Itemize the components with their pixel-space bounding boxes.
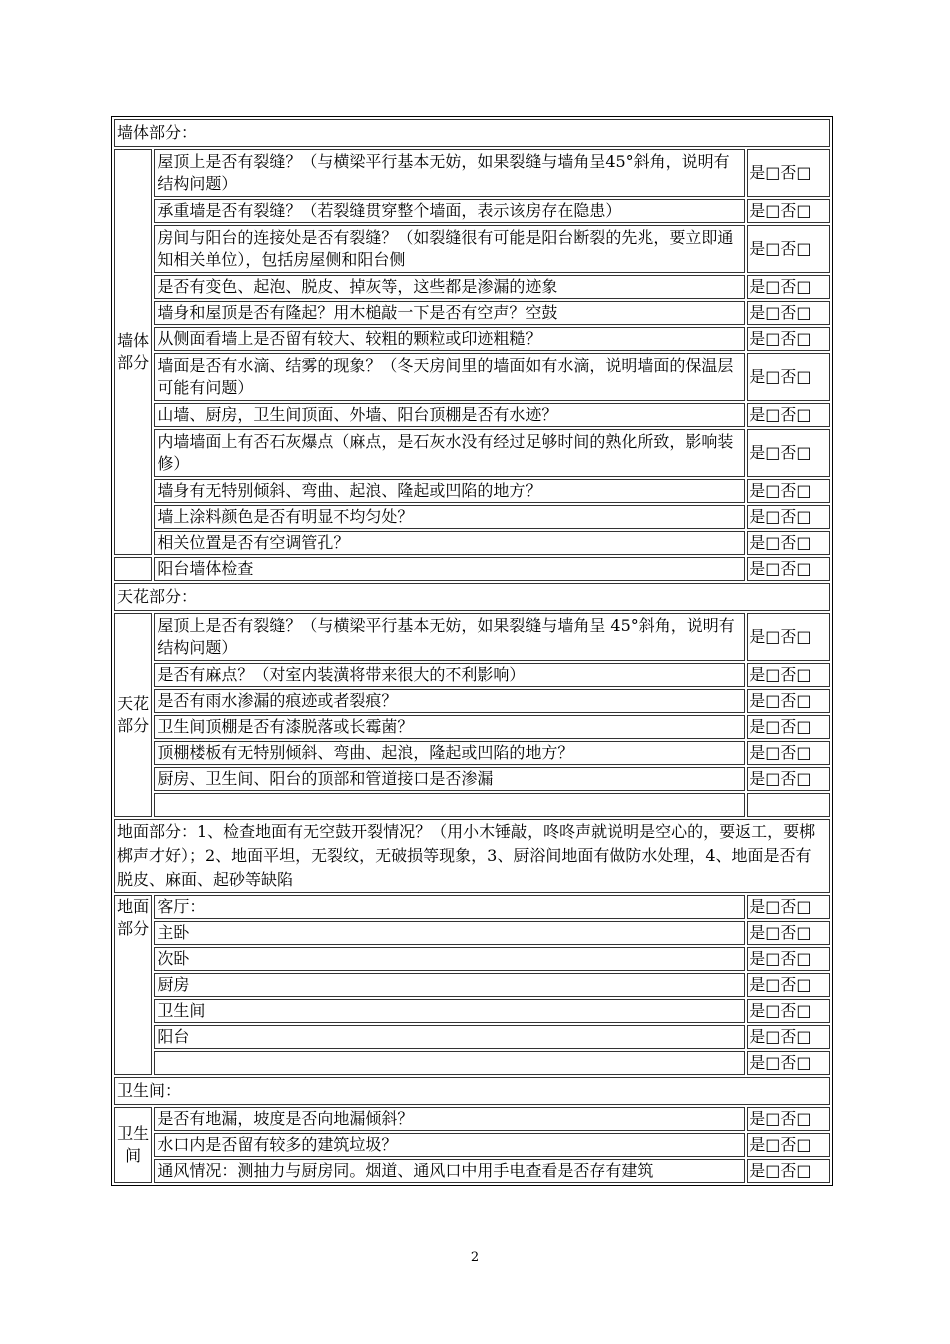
empty-check-cell [747, 793, 830, 817]
yes-no-checkbox[interactable]: 是□否□ [747, 663, 830, 687]
floor-item-living-room: 客厅： [154, 895, 745, 919]
table-row [114, 1107, 830, 1131]
walls-category-label: 墙体部分 [114, 149, 152, 555]
table-row [114, 505, 830, 529]
table-row [114, 275, 830, 299]
walls-item-5: 墙身和屋顶是否有隆起？用木槌敲一下是否有空声？空鼓 [154, 301, 745, 325]
table-row [114, 921, 830, 945]
yes-no-checkbox[interactable]: 是□否□ [747, 1159, 830, 1183]
table-row [114, 479, 830, 503]
ceiling-item-5: 顶棚楼板有无特别倾斜、弯曲、起浪，隆起或凹陷的地方？ [154, 741, 745, 765]
page-number: 2 [470, 1250, 480, 1265]
yes-no-checkbox[interactable]: 是□否□ [747, 1025, 830, 1049]
yes-no-checkbox[interactable]: 是□否□ [747, 199, 830, 223]
yes-no-checkbox[interactable]: 是□否□ [747, 1051, 830, 1075]
table-row [114, 947, 830, 971]
yes-no-checkbox[interactable]: 是□否□ [747, 301, 830, 325]
empty-category-cell [114, 557, 152, 581]
ceiling-item-6: 厨房、卫生间、阳台的顶部和管道接口是否渗漏 [154, 767, 745, 791]
floor-section-header-row [114, 819, 830, 893]
table-row [114, 973, 830, 997]
floor-item-second-bedroom: 次卧 [154, 947, 745, 971]
table-row [114, 1025, 830, 1049]
table-row [114, 1133, 830, 1157]
ceiling-category-label: 天花部分 [114, 613, 152, 817]
floor-item-kitchen: 厨房 [154, 973, 745, 997]
walls-section-header-row [114, 119, 830, 147]
walls-section-header: 墙体部分： [114, 119, 830, 147]
yes-no-checkbox[interactable]: 是□否□ [747, 429, 830, 477]
inspection-table [111, 116, 833, 1186]
yes-no-checkbox[interactable]: 是□否□ [747, 353, 830, 401]
table-row [114, 429, 830, 477]
table-row [114, 793, 830, 817]
walls-item-9: 内墙墙面上有否石灰爆点（麻点，是石灰水没有经过足够时间的熟化所致，影响装修） [154, 429, 745, 477]
walls-item-10: 墙身有无特别倾斜、弯曲、起浪、隆起或凹陷的地方？ [154, 479, 745, 503]
yes-no-checkbox[interactable]: 是□否□ [747, 741, 830, 765]
yes-no-checkbox[interactable]: 是□否□ [747, 947, 830, 971]
walls-item-8: 山墙、厨房，卫生间顶面、外墙、阳台顶棚是否有水迹？ [154, 403, 745, 427]
yes-no-checkbox[interactable]: 是□否□ [747, 689, 830, 713]
table-row [114, 689, 830, 713]
walls-item-12: 相关位置是否有空调管孔？ [154, 531, 745, 555]
yes-no-checkbox[interactable]: 是□否□ [747, 275, 830, 299]
table-row [114, 301, 830, 325]
yes-no-checkbox[interactable]: 是□否□ [747, 1133, 830, 1157]
yes-no-checkbox[interactable]: 是□否□ [747, 973, 830, 997]
yes-no-checkbox[interactable]: 是□否□ [747, 1107, 830, 1131]
walls-item-7: 墙面是否有水滴、结雾的现象？（冬天房间里的墙面如有水滴，说明墙面的保温层可能有问题） [154, 353, 745, 401]
table-row [114, 1051, 830, 1075]
table-row [114, 663, 830, 687]
table-row [114, 767, 830, 791]
walls-item-1: 屋顶上是否有裂缝？（与横梁平行基本无妨，如果裂缝与墙角呈45°斜角，说明有结构问题） [154, 149, 745, 197]
table-row [114, 149, 830, 197]
bathroom-section-header: 卫生间： [114, 1077, 830, 1105]
table-row [114, 1159, 830, 1183]
floor-category-label: 地面部分 [114, 895, 152, 1075]
floor-item-bathroom: 卫生间 [154, 999, 745, 1023]
yes-no-checkbox[interactable]: 是□否□ [747, 479, 830, 503]
yes-no-checkbox[interactable]: 是□否□ [747, 715, 830, 739]
yes-no-checkbox[interactable]: 是□否□ [747, 149, 830, 197]
yes-no-checkbox[interactable]: 是□否□ [747, 613, 830, 661]
yes-no-checkbox[interactable]: 是□否□ [747, 327, 830, 351]
bathroom-item-2: 水口内是否留有较多的建筑垃圾？ [154, 1133, 745, 1157]
table-row [114, 613, 830, 661]
table-row [114, 327, 830, 351]
yes-no-checkbox[interactable]: 是□否□ [747, 557, 830, 581]
table-row [114, 895, 830, 919]
table-row [114, 225, 830, 273]
walls-item-6: 从侧面看墙上是否留有较大、较粗的颗粒或印迹粗糙？ [154, 327, 745, 351]
table-row [114, 199, 830, 223]
walls-item-11: 墙上涂料颜色是否有明显不均匀处？ [154, 505, 745, 529]
empty-item-cell [154, 1051, 745, 1075]
yes-no-checkbox[interactable]: 是□否□ [747, 767, 830, 791]
yes-no-checkbox[interactable]: 是□否□ [747, 999, 830, 1023]
yes-no-checkbox[interactable]: 是□否□ [747, 505, 830, 529]
yes-no-checkbox[interactable]: 是□否□ [747, 531, 830, 555]
table-row [114, 531, 830, 555]
bathroom-item-1: 是否有地漏，坡度是否向地漏倾斜？ [154, 1107, 745, 1131]
balcony-wall-check-item: 阳台墙体检查 [154, 557, 745, 581]
table-row [114, 715, 830, 739]
table-row [114, 403, 830, 427]
ceiling-section-header-row [114, 583, 830, 611]
ceiling-item-1: 屋顶上是否有裂缝？（与横梁平行基本无妨，如果裂缝与墙角呈 45°斜角，说明有结构问题） [154, 613, 745, 661]
ceiling-item-3: 是否有雨水渗漏的痕迹或者裂痕？ [154, 689, 745, 713]
walls-item-3: 房间与阳台的连接处是否有裂缝？（如裂缝很有可能是阳台断裂的先兆，要立即通知相关单位），包括房屋侧和阳台侧 [154, 225, 745, 273]
floor-item-master-bedroom: 主卧 [154, 921, 745, 945]
table-row [114, 557, 830, 581]
floor-section-header: 地面部分：1、检查地面有无空鼓开裂情况？（用小木锤敲，咚咚声就说明是空心的，要返工，要梆梆声才好）；2、地面平坦，无裂纹，无破损等现象，3、厨浴间地面有做防水处理，4、地面是否有脱皮、麻面、起砂等缺陷 [114, 819, 830, 893]
ceiling-section-header: 天花部分： [114, 583, 830, 611]
walls-item-2: 承重墙是否有裂缝？（若裂缝贯穿整个墙面，表示该房存在隐患） [154, 199, 745, 223]
yes-no-checkbox[interactable]: 是□否□ [747, 921, 830, 945]
yes-no-checkbox[interactable]: 是□否□ [747, 403, 830, 427]
walls-item-4: 是否有变色、起泡、脱皮、掉灰等，这些都是渗漏的迹象 [154, 275, 745, 299]
yes-no-checkbox[interactable]: 是□否□ [747, 225, 830, 273]
yes-no-checkbox[interactable]: 是□否□ [747, 895, 830, 919]
bathroom-item-3: 通风情况：测抽力与厨房同。烟道、通风口中用手电查看是否存有建筑 [154, 1159, 745, 1183]
ceiling-item-4: 卫生间顶棚是否有漆脱落或长霉菌？ [154, 715, 745, 739]
table-row [114, 999, 830, 1023]
table-row [114, 353, 830, 401]
table-row [114, 741, 830, 765]
ceiling-item-2: 是否有麻点？（对室内装潢将带来很大的不利影响） [154, 663, 745, 687]
empty-item-cell [154, 793, 745, 817]
floor-item-balcony: 阳台 [154, 1025, 745, 1049]
bathroom-category-label: 卫生间 [114, 1107, 152, 1183]
bathroom-section-header-row [114, 1077, 830, 1105]
